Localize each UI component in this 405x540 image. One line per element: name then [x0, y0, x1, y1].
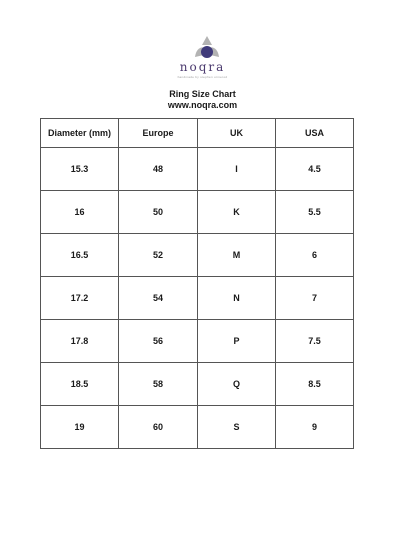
table-row [41, 277, 354, 320]
table-row [41, 406, 354, 449]
cell-europe: 56 [119, 320, 198, 363]
cell-uk: Q [198, 363, 276, 406]
cell-usa: 9 [276, 406, 354, 449]
cell-europe: 54 [119, 277, 198, 320]
cell-usa: 6 [276, 234, 354, 277]
cell-diameter: 17.8 [41, 320, 119, 363]
cell-uk: K [198, 191, 276, 234]
table-row [41, 320, 354, 363]
cell-europe: 60 [119, 406, 198, 449]
cell-usa: 4.5 [276, 148, 354, 191]
cell-europe: 58 [119, 363, 198, 406]
website-url: www.noqra.com [167, 100, 238, 110]
cell-europe: 48 [119, 148, 198, 191]
cell-diameter: 19 [41, 406, 119, 449]
cell-diameter: 16.5 [41, 234, 119, 277]
cell-uk: M [198, 234, 276, 277]
header-diameter: Diameter (mm) [41, 119, 119, 148]
cell-usa: 8.5 [276, 363, 354, 406]
cell-diameter: 18.5 [41, 363, 119, 406]
cell-usa: 7.5 [276, 320, 354, 363]
cell-usa: 5.5 [276, 191, 354, 234]
cell-uk: N [198, 277, 276, 320]
cell-europe: 50 [119, 191, 198, 234]
ring-size-table [40, 118, 354, 449]
table-row [41, 234, 354, 277]
cell-diameter: 15.3 [41, 148, 119, 191]
brand-name: noqra [179, 60, 226, 74]
brand-tagline: handmade by stephen ormerod [177, 75, 228, 79]
cell-diameter: 17.2 [41, 277, 119, 320]
cell-uk: I [198, 148, 276, 191]
cell-uk: S [198, 406, 276, 449]
cell-europe: 52 [119, 234, 198, 277]
table-row [41, 191, 354, 234]
header-usa: USA [276, 119, 354, 148]
cell-usa: 7 [276, 277, 354, 320]
header-europe: Europe [119, 119, 198, 148]
header-uk: UK [198, 119, 276, 148]
table-header-row [41, 119, 354, 148]
noqra-logo-icon [192, 35, 222, 63]
table-row [41, 148, 354, 191]
cell-uk: P [198, 320, 276, 363]
table-row [41, 363, 354, 406]
page-title: Ring Size Chart [169, 89, 236, 99]
cell-diameter: 16 [41, 191, 119, 234]
